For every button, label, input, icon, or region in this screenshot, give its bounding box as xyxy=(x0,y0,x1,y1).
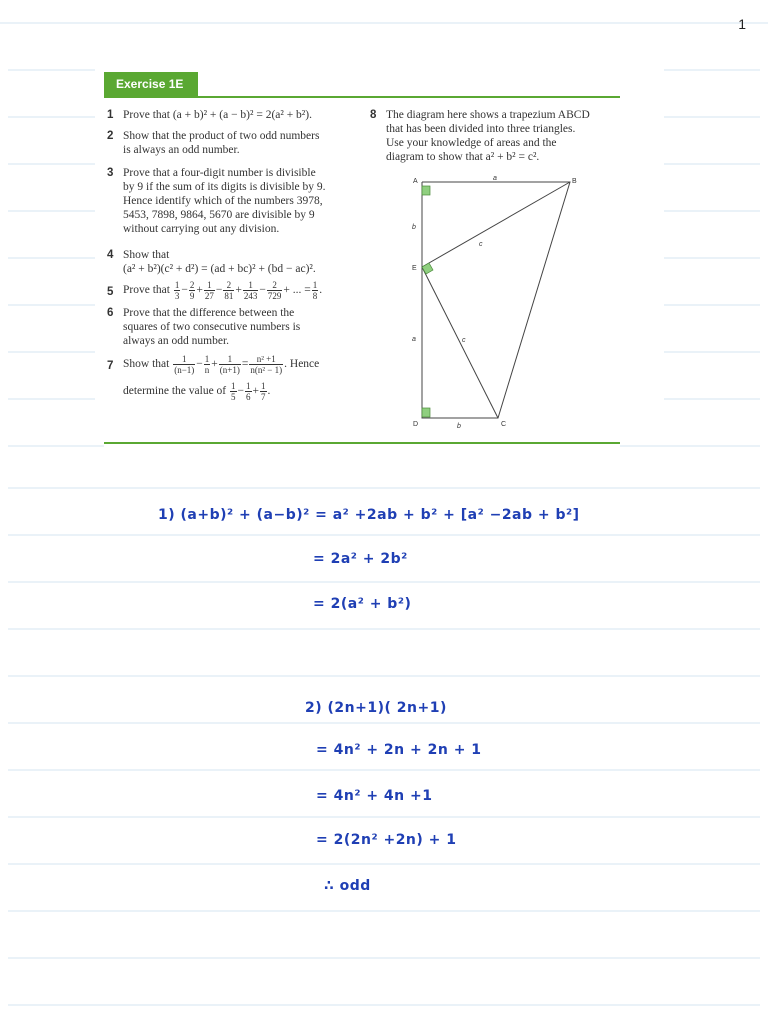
vertex-C: C xyxy=(501,421,507,428)
question-text: Prove that (a + b)² + (a − b)² = 2(a² + b²). xyxy=(123,109,312,121)
question-3 xyxy=(107,166,326,236)
question-4 xyxy=(107,248,316,276)
question-8 xyxy=(370,108,590,164)
fraction: $\frac{\text{n² +1}}{\text{n(n² − 1)}}$ xyxy=(250,354,283,375)
side-label-b-bottom: b xyxy=(457,423,461,430)
question-line: (a² + b²)(c² + d²) = (ad + bc)² + (bd − ac)². xyxy=(123,263,316,275)
question-line: Show that xyxy=(123,249,170,261)
fraction: $\frac{1}{(n+1)}$ xyxy=(219,354,240,375)
exercise-bottom-rule xyxy=(104,442,620,444)
side-label-a-top: a xyxy=(493,175,497,182)
solution-1-line-2: = 2a² + 2b² xyxy=(313,551,408,567)
question-line: 5453, 7898, 9864, 5670 are divisible by 9 xyxy=(123,209,315,221)
question-number: 7 xyxy=(107,360,114,372)
operator: + ... = xyxy=(283,284,311,297)
trapezium-diagram xyxy=(404,174,604,436)
operator: + xyxy=(196,284,203,297)
fraction: $\frac{2}{729}$ xyxy=(267,280,282,301)
fraction: $\frac{2}{81}$ xyxy=(224,280,234,301)
question-line: by 9 if the sum of its digits is divisible by 9. xyxy=(123,181,326,193)
question-2 xyxy=(107,129,320,157)
question-text: determine the value of xyxy=(123,385,227,398)
question-prefix: Prove that xyxy=(123,284,170,297)
operator: + xyxy=(235,284,242,297)
question-5: 5 Prove that $\frac{1}{3}$ − $\frac{2}{9}$ + $\frac{1}{27}$ − $\frac{2}{81}$ + $\frac{1}{243}$ − $\frac{2}{729}$ + ... = $\frac{1}{8}$ . xyxy=(107,280,323,301)
question-number: 5 xyxy=(107,286,114,298)
exercise-header-rule xyxy=(104,96,620,98)
question-line: Prove that a four-digit number is divisible xyxy=(123,167,316,179)
exercise-title: Exercise 1E xyxy=(104,72,198,96)
vertex-B: B xyxy=(572,178,577,185)
fraction: $\frac{1}{243}$ xyxy=(243,280,258,301)
question-line-2: determine the value of $\frac{1}{5}$ − $\frac{1}{6}$ + $\frac{1}{7}$ . xyxy=(123,381,271,402)
operator: − xyxy=(215,284,223,297)
question-number: 1 xyxy=(107,109,114,121)
right-angle-D xyxy=(422,408,430,417)
question-line: Show that the product of two odd numbers xyxy=(123,130,320,142)
solution-1-line-1: 1) (a+b)² + (a−b)² = a² +2ab + b² + [a² −2ab + b²] xyxy=(158,507,580,523)
question-prefix: Show that xyxy=(123,358,170,371)
question-number: 4 xyxy=(107,249,114,261)
solution-2-line-1: 2) (2n+1)( 2n+1) xyxy=(305,700,447,716)
fraction: $\frac{1}{27}$ xyxy=(204,280,214,301)
question-line: without carrying out any division. xyxy=(123,223,280,235)
vertex-D: D xyxy=(413,421,419,428)
solution-2-line-3: = 4n² + 4n +1 xyxy=(316,788,433,804)
trapezium-outline xyxy=(422,182,570,418)
operator: − xyxy=(181,284,188,297)
side-label-c-EB: c xyxy=(479,241,483,248)
side-label-c-EC: c xyxy=(462,337,466,344)
vertex-E: E xyxy=(412,265,417,272)
side-label-a-left: a xyxy=(412,336,416,343)
question-line: always an odd number. xyxy=(123,335,230,347)
solution-2-conclusion: ∴ odd xyxy=(324,878,371,894)
fraction: $\frac{1}{(n-1)}$ xyxy=(174,354,195,375)
question-suffix: . Hence xyxy=(284,358,320,371)
fraction: $\frac{1}{3}$ xyxy=(174,280,180,301)
segment-EC xyxy=(422,267,498,418)
page-number: 1 xyxy=(738,16,746,32)
fraction: $\frac{1}{n}$ xyxy=(204,354,210,375)
question-line: Hence identify which of the numbers 3978, xyxy=(123,195,323,207)
operator: − xyxy=(259,284,266,297)
question-6 xyxy=(107,306,301,348)
exercise-sheet xyxy=(104,70,620,450)
solution-2-line-2: = 4n² + 2n + 2n + 1 xyxy=(316,742,482,758)
fraction: $\frac{1}{7}$ xyxy=(261,381,266,402)
question-line: Prove that the difference between the xyxy=(123,307,295,319)
question-line: Use your knowledge of areas and the xyxy=(386,137,557,149)
question-1 xyxy=(107,108,312,122)
fraction: $\frac{1}{5}$ xyxy=(231,381,236,402)
side-label-b-left: b xyxy=(412,224,416,231)
right-angle-E xyxy=(422,263,433,274)
question-line: diagram to show that a² + b² = c². xyxy=(386,151,540,163)
fraction: $\frac{2}{9}$ xyxy=(189,280,195,301)
question-number: 8 xyxy=(370,109,377,121)
question-line: that has been divided into three triangles. xyxy=(386,123,576,135)
fraction-result: $\frac{1}{8}$ xyxy=(312,280,318,301)
vertex-A: A xyxy=(413,178,418,185)
question-number: 3 xyxy=(107,167,114,179)
solution-2-line-4: = 2(2n² +2n) + 1 xyxy=(316,832,457,848)
question-line: The diagram here shows a trapezium ABCD xyxy=(386,109,590,121)
right-angle-A xyxy=(422,186,430,195)
question-line: is always an odd number. xyxy=(123,144,240,156)
question-line: squares of two consecutive numbers is xyxy=(123,321,301,333)
question-number: 6 xyxy=(107,307,114,319)
question-7: 7 Show that $\frac{1}{(n-1)}$ − $\frac{1}{n}$ + $\frac{1}{(n+1)}$ = $\frac{\text{n² +1}}{\text{n(n² − 1)}}$ . Hence determine the value of $\frac{1}{5}$ − $\frac{1}{6}$ + $\frac{1}{7}$ . xyxy=(107,354,320,402)
question-number: 2 xyxy=(107,130,114,142)
fraction: $\frac{1}{6}$ xyxy=(246,381,251,402)
solution-1-line-3: = 2(a² + b²) xyxy=(313,596,412,612)
